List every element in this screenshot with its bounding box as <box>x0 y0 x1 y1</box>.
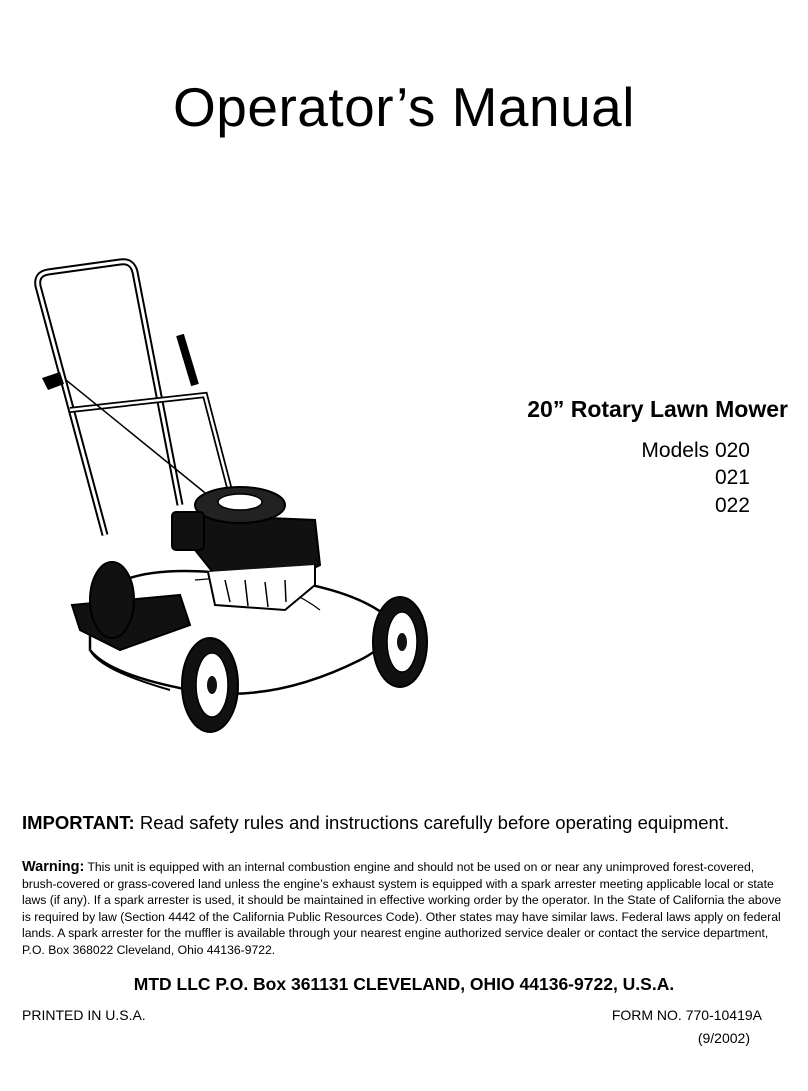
form-number: FORM NO. 770-10419A <box>611 1007 762 1023</box>
company-address: MTD LLC P.O. Box 361131 CLEVELAND, OHIO 44136-9722, U.S.A. <box>133 974 675 994</box>
important-text: Read safety rules and instructions carefully before operating equipment. <box>134 812 730 833</box>
important-notice <box>22 812 792 834</box>
throttle-lever-icon <box>42 372 64 390</box>
model-number: Models 020 <box>641 439 750 462</box>
right-wheel <box>373 597 427 687</box>
important-label: IMPORTANT: <box>22 812 135 833</box>
printed-in: PRINTED IN U.S.A. <box>22 1007 146 1023</box>
manual-title: Operator’s Manual <box>173 75 635 138</box>
warning-text: This unit is equipped with an internal combustion engine and should not be used on or near any unimproved forest-covered, brush-covered or grass-covered land unless the engine’s exhaust system is equipped with a spark arrester meeting applicable local or state laws (if any). If a spark arrester is used, it should be maintained in effective working order by the operator. In the State of California the above is required by law (Section 4442 of the California Public Resources Code). Other states may have similar laws. Federal laws apply on federal lands. A spark arrester for the muffler is available through your nearest engine authorized service dealer or contact the service department, P.O. Box 368022 Cleveland, Ohio 44136-9722. <box>22 860 782 957</box>
lawn-mower-illustration <box>30 250 440 750</box>
form-date: (9/2002) <box>697 1030 750 1046</box>
product-name: 20” Rotary Lawn Mower <box>527 396 788 422</box>
model-number: 022 <box>714 494 750 517</box>
model-number: 021 <box>714 466 750 489</box>
warning-notice <box>22 859 782 959</box>
warning-label: Warning: <box>22 859 85 875</box>
front-left-wheel <box>182 638 238 732</box>
